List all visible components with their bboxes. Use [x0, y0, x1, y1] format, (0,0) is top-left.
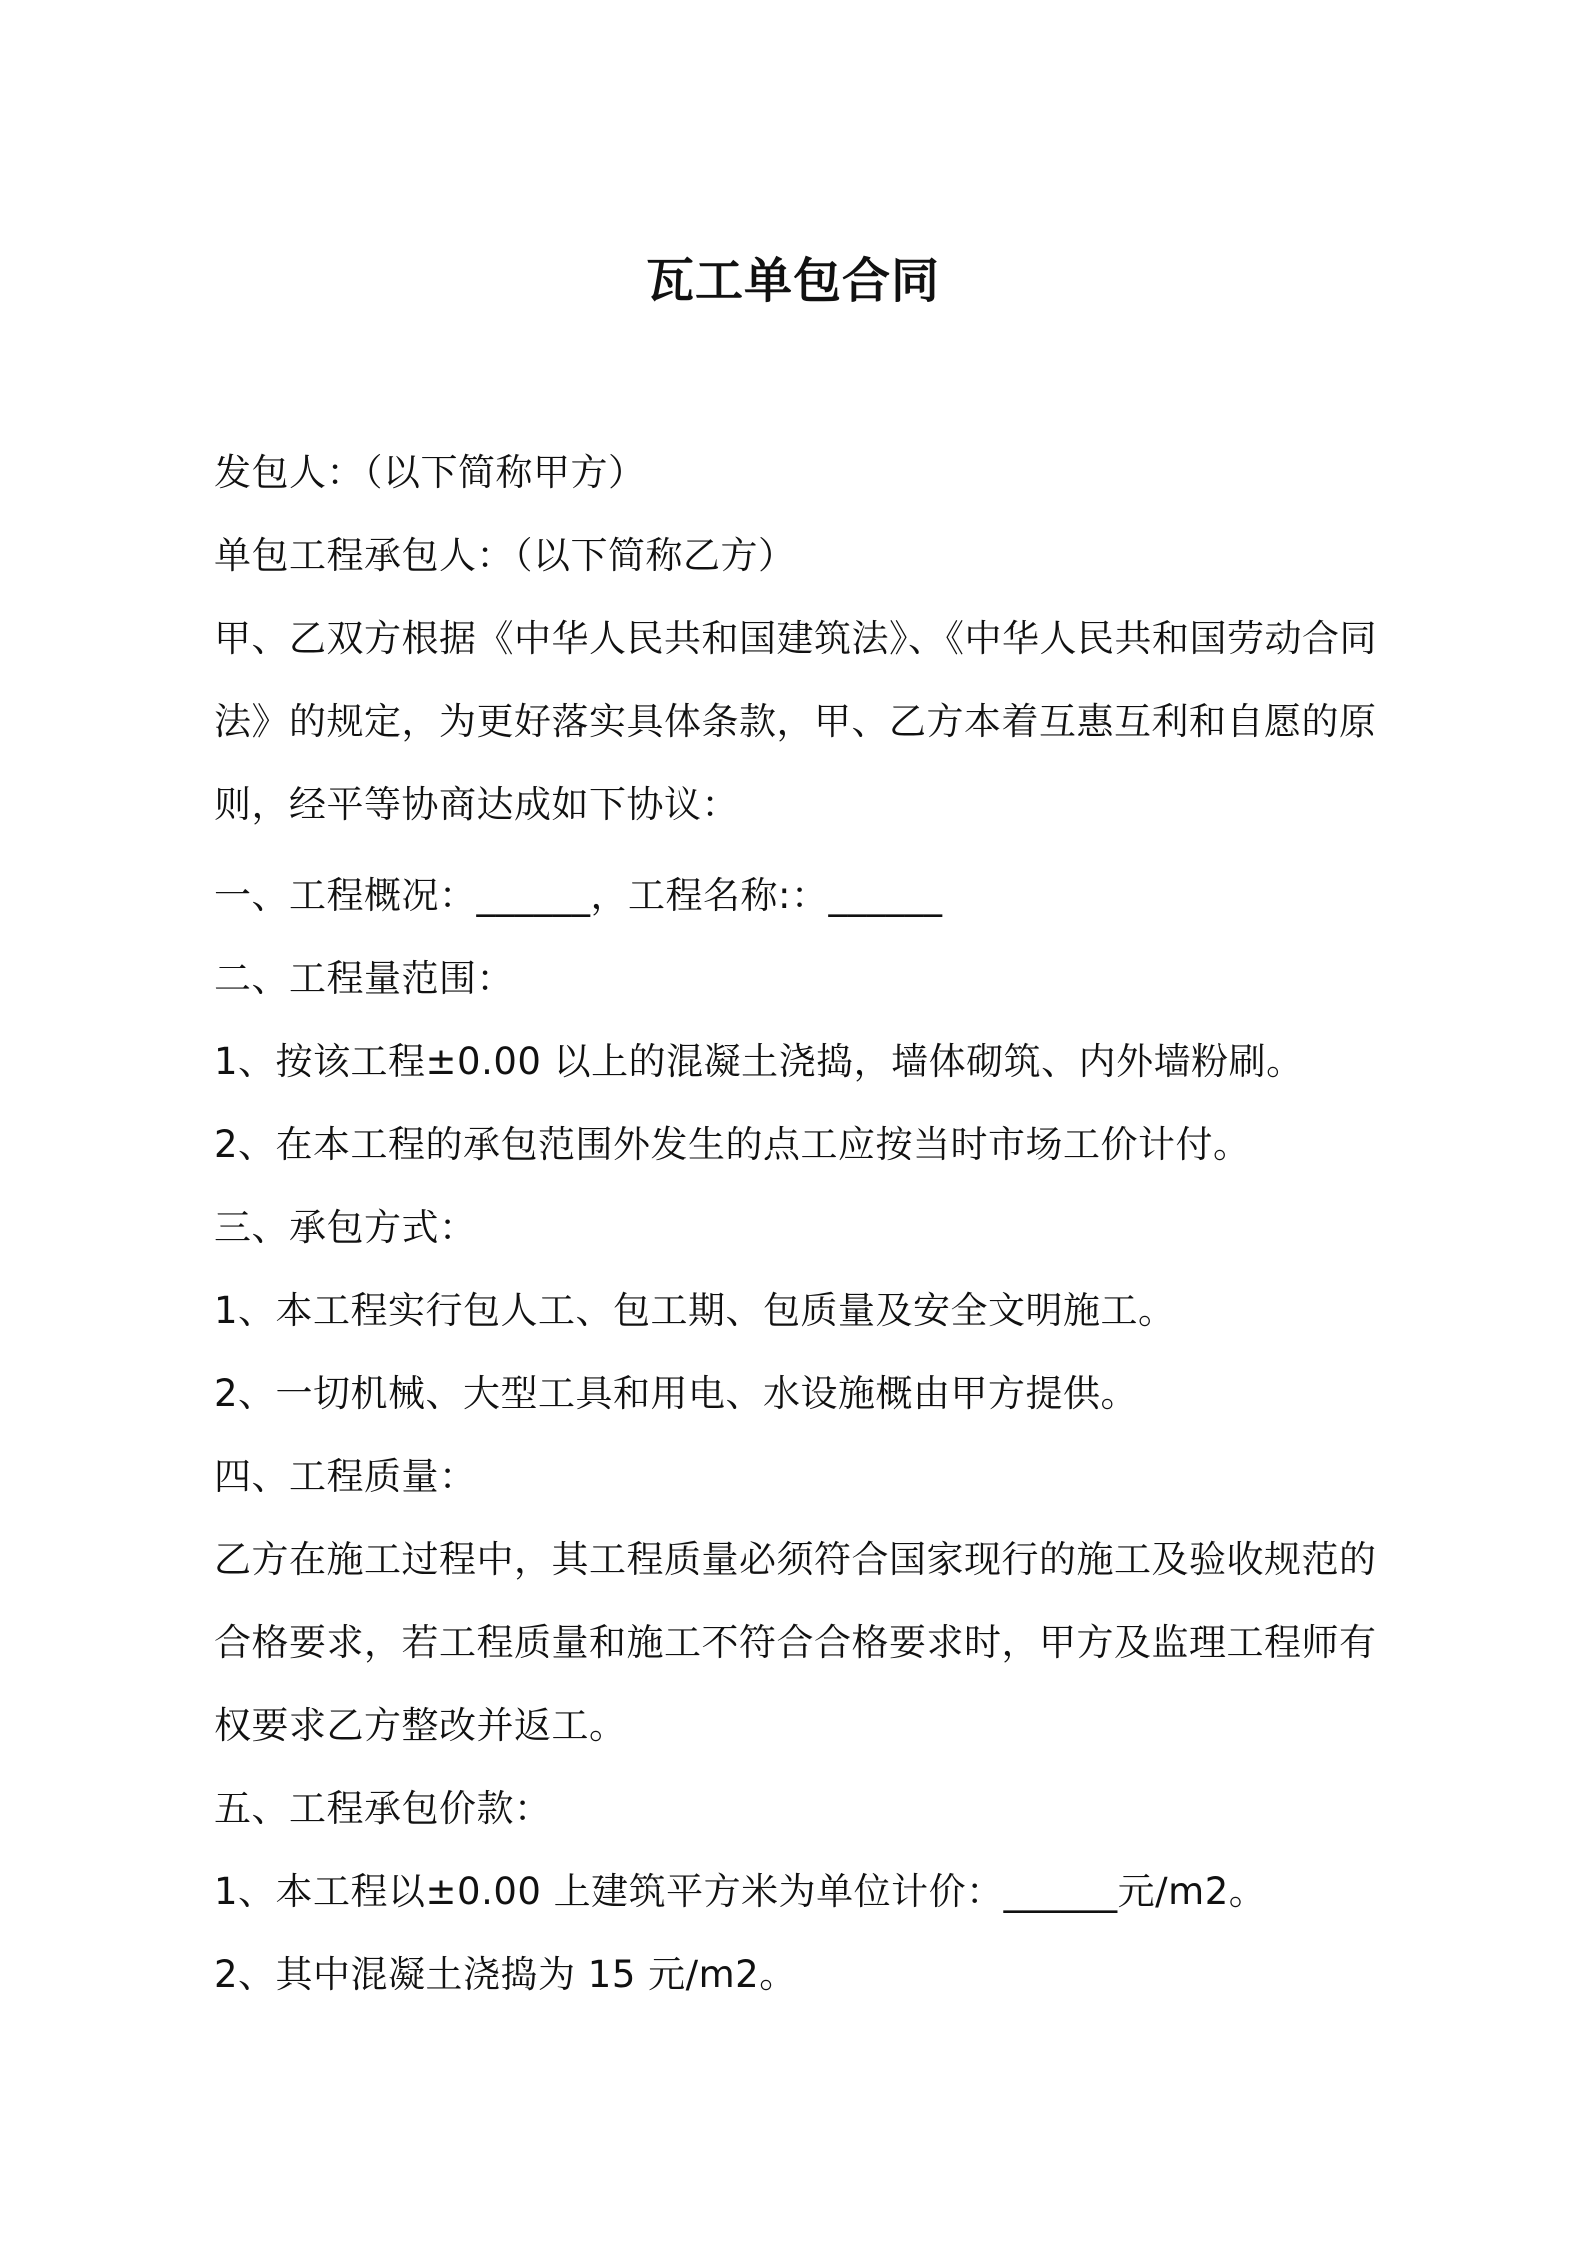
- document-title: 瓦工单包合同: [645, 253, 940, 309]
- section-heading: 三、承包方式：: [214, 1206, 477, 1249]
- clause-line: 2、一切机械、大型工具和用电、水设施概由甲方提供。: [214, 1372, 1139, 1415]
- clause-line: 1、按该工程±0.00 以上的混凝土浇捣，墙体砌筑、内外墙粉刷。: [214, 1040, 1304, 1083]
- clause-line: 则，经平等协商达成如下协议：: [214, 783, 739, 826]
- clause-line: 发包人：（以下简称甲方）: [214, 451, 646, 494]
- clause-line: 甲、乙双方根据《中华人民共和国建筑法》、《中华人民共和国劳动合同: [214, 617, 1377, 660]
- clause-line: 1、本工程以±0.00 上建筑平方米为单位计价：______元/m2。: [214, 1870, 1267, 1913]
- clause-line: 法》的规定，为更好落实具体条款，甲、乙方本着互惠互利和自愿的原: [214, 700, 1377, 743]
- section-heading: 二、工程量范围：: [214, 957, 514, 1000]
- clause-line: 1、本工程实行包人工、包工期、包质量及安全文明施工。: [214, 1289, 1176, 1332]
- clause-line: 权要求乙方整改并返工。: [214, 1704, 627, 1747]
- clause-line: 合格要求，若工程质量和施工不符合合格要求时，甲方及监理工程师有: [214, 1621, 1377, 1664]
- clause-line: 2、在本工程的承包范围外发生的点工应按当时市场工价计付。: [214, 1123, 1251, 1166]
- clause-line: 单包工程承包人：（以下简称乙方）: [214, 534, 796, 577]
- clause-line: 乙方在施工过程中，其工程质量必须符合国家现行的施工及验收规范的: [214, 1538, 1377, 1581]
- clause-line: 2、其中混凝土浇捣为 15 元/m2。: [214, 1953, 797, 1996]
- section-heading: 一、工程概况：______，工程名称:：______: [214, 874, 943, 917]
- section-heading: 五、工程承包价款：: [214, 1787, 552, 1830]
- section-heading: 四、工程质量：: [214, 1455, 477, 1498]
